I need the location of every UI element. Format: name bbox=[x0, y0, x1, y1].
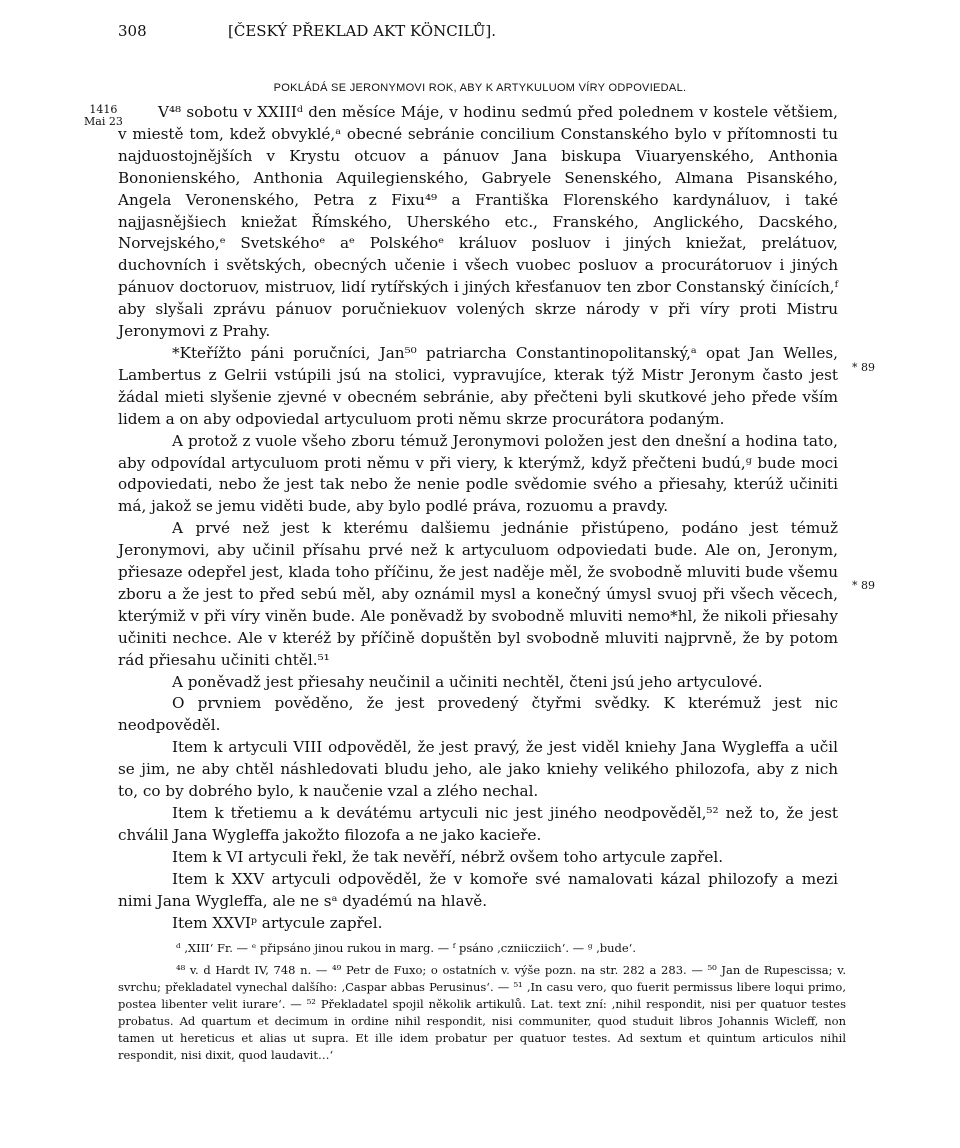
paragraph: V⁴⁸ sobotu v XXIIIᵈ den měsíce Máje, v hodinu sedmú před polednem v kostele většiem, v miestě tom, kdež obvyklé,ᵃ obecné sebránie concilium Constanského bylo v přítomnosti tu najduostojnějších v Krystu otcuov a pánuov Jana biskupa Viuaryenského, Anthonia Bononienského, Anthonia Aquilegienského, Gabryele Senenského, Almana Pisanského, Angela Veronenského, Petra z Fixu⁴⁹ a Františka Florenského kardynáluov, i také najjasnějšiech kniežat Římského, Uherského etc., Franského, Anglického, Dacského, Norvejského,ᵉ Svetskéhoᵉ aᵉ Polskéhoᵉ králuov posluov i jiných kniežat, prelátuov, duchovních i světských, obecných učenie i všech vuobec posluov a procurátoruov i jiných pánuov doctoruov, mistruov, lidí rytířských i jiných křesťanuov ten zbor Constanský činících,ᶠ aby slyšali zprávu pánuov poručniekuov volených skrze národy v při víry proti Mistru Jeronymovi z Prahy. bbox=[118, 103, 838, 341]
paragraph: A poněvadž jest přiesahy neučinil a učiniti nechtěl, čteni jsú jeho artyculové. bbox=[172, 672, 763, 691]
paragraph: *Kteřížto páni poručníci, Jan⁵⁰ patriarcha Constantinopolitanský,ᵃ opat Jan Welles, Lambertus z Gelrii vstúpili jsú na stolici, vypravujíce, kterak týž Mistr Jeronym často jest žádal mieti slyšenie zjevné v obecném sebránie, aby přečteni byli skutkové jeho přede vším lidem a on aby odpoviedal artyculuom proti němu skrze procurátora podaným. bbox=[118, 343, 838, 428]
section-subtitle: POKLÁDÁ SE JERONYMOVI ROK, ABY K ARTYKULUOM VÍRY ODPOVIEDAL. bbox=[273, 82, 687, 94]
page-number: 308 bbox=[118, 22, 147, 40]
margin-folio-marker-2: * 89 bbox=[852, 579, 875, 592]
page-header bbox=[118, 22, 496, 40]
footnotes bbox=[118, 940, 846, 1064]
paragraph: O prvniem pověděno, že jest provedený čtyřmi svědky. K kterémuž jest nic neodpověděl. bbox=[118, 694, 838, 735]
footnote-variants: ᵈ ‚XIII‘ Fr. — ᵉ připsáno jinou rukou in marg. — ᶠ psáno ‚czniicziich‘. — ᵍ ‚bude‘. bbox=[176, 941, 636, 955]
running-title: [ČESKÝ PŘEKLAD AKT KÖNCILŮ]. bbox=[228, 22, 497, 40]
paragraph: Item XXVIᵖ artycule zapřel. bbox=[172, 913, 383, 932]
paragraph: Item k artyculi VIII odpověděl, že jest pravý, že jest viděl kniehy Jana Wygleffa a učil se jim, ne aby chtěl náshledovati bludu jeho, ale jako kniehy velikého philozofa, aby z nich to, co by dobrého bylo, k naučenie vzal a zlého nechal. bbox=[118, 738, 838, 801]
main-text bbox=[118, 102, 838, 934]
paragraph: Item k třetiemu a k devátému artyculi nic jest jiného neodpověděl,⁵² než to, že jest chválil Jana Wygleffa jakožto filozofa a ne jako kacieře. bbox=[118, 804, 838, 844]
paragraph: Item k VI artyculi řekl, že tak nevěří, nébrž ovšem toho artycule zapřel. bbox=[172, 847, 724, 866]
margin-year: 1416 bbox=[89, 103, 118, 116]
paragraph: A protož z vuole všeho zboru témuž Jeronymovi položen jest den dnešní a hodina tato, aby odpovídal artyculuom proti němu v při viery, k kterýmž, když přečteni budú,ᵍ bude moci odpoviedati, nebo že jest tak nebo že nenie podle svědomie svého a přiesahy, kterúž učiniti má, jakož se jemu viděti bude, aby bylo podlé práva, rozuomu a pravdy. bbox=[118, 431, 838, 516]
paragraph: Item k XXV artyculi odpověděl, že v komoře své namalovati kázal philozofy a mezi nimi Jana Wygleffa, ale ne sᵃ dyadémú na hlavě. bbox=[118, 869, 838, 910]
paragraph: A prvé než jest k kterému dalšiemu jednánie přistúpeno, podáno jest témuž Jeronymovi, aby učinil přísahu prvé než k artyculuom odpoviedati bude. Ale on, Jeronym, přiesaze odepřel jest, klada toho příčinu, že jest naděje měl, že svobodně mluviti bude všemu zboru a že jest to před sebú měl, aby oznámil mysl a konečný úmysl svuoj při všech věcech, kterýmiž v při víry viněn bude. Ale poněvadž by svobodně mluviti nemo*hl, že nikoli přiesahy učiniti nechce. Ale v kteréž by příčině dopuštěn byl svobodně mluviti najprvně, že by potom rád přiesahu učiniti chtěl.⁵¹ bbox=[118, 519, 838, 669]
margin-folio-marker-1: * 89 bbox=[852, 361, 875, 374]
footnote-commentary: ⁴⁸ v. d Hardt IV, 748 n. — ⁴⁹ Petr de Fuxo; o ostatních v. výše pozn. na str. 282 a 283. — ⁵⁰ Jan de Rupescissa; v. svrchu; překladatel vynechal dalšího: ‚Caspar abbas Perusinus‘. — ⁵¹ ‚In casu vero, quo fuerit permissus libere loqui primo, postea libenter velit iurare‘. — ⁵² Překladatel spojil několik artikulů. Lat. text zní: ‚nihil respondit, nisi per quatuor testes probatus. Ad quartum et decimum in ordine nihil respondit, nisi communiter, quod studuit libros Johannis Wicleff, non tamen ut hereticus et alias ut supra. Et ille idem probatur per quatuor testes. Ad sextum et quintum articulos nihil respondit, nisi dixit, quod laudavit…‘ bbox=[118, 963, 846, 1062]
margin-date: Mai 23 bbox=[84, 115, 123, 128]
